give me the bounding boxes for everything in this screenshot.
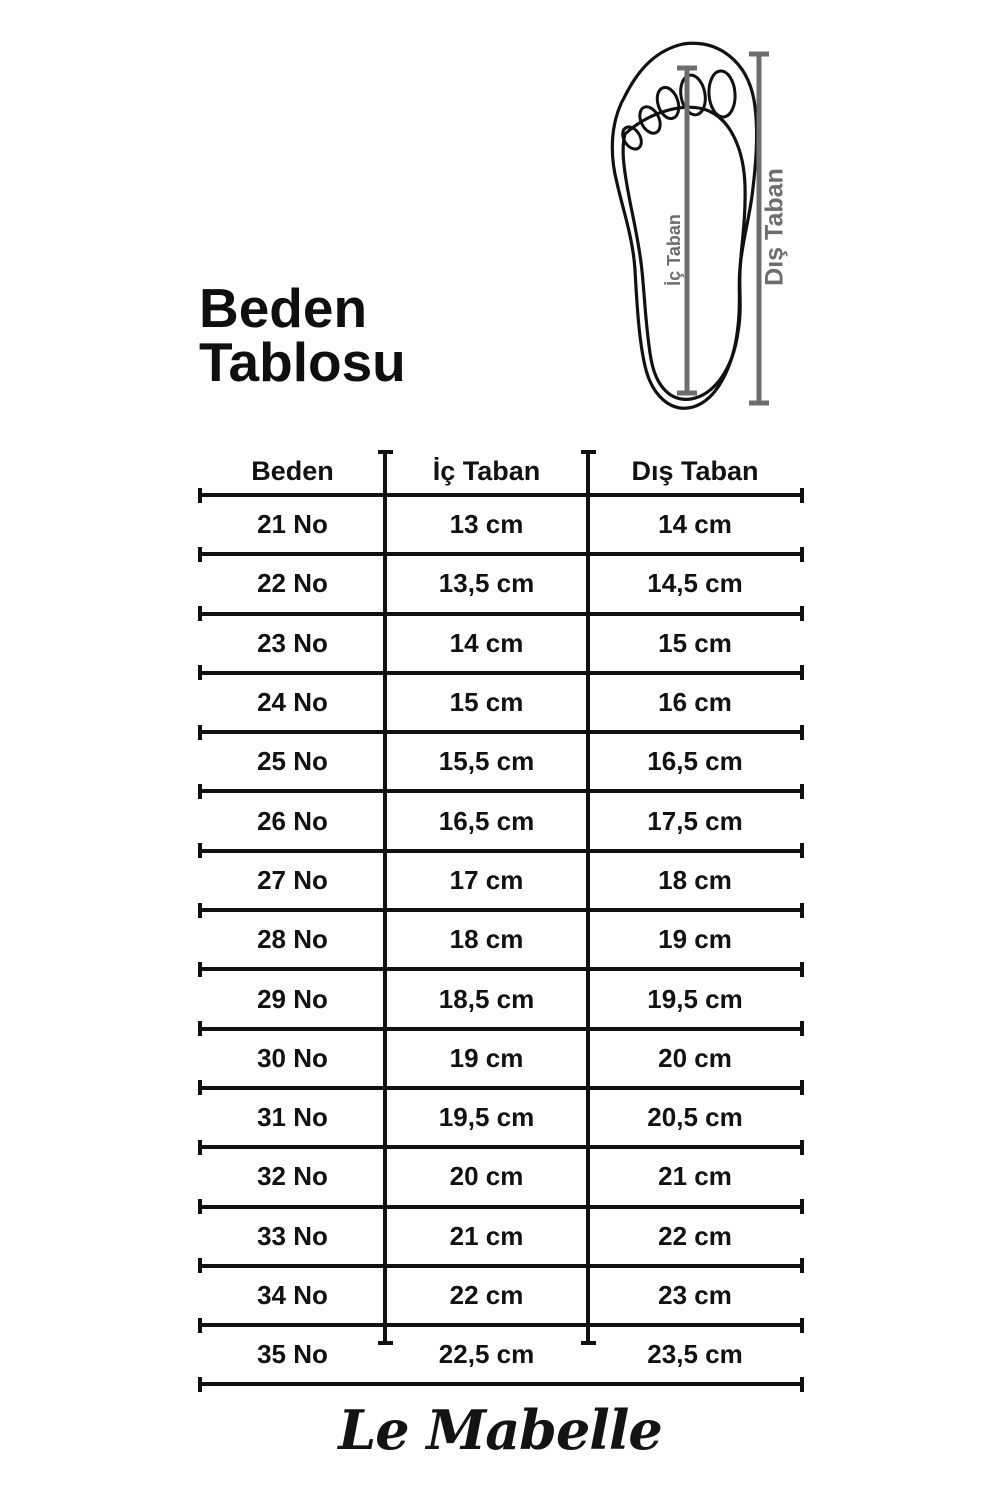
table-body [200, 497, 802, 1386]
table-cell: 28 No [257, 924, 328, 955]
table-cell: 22 cm [449, 1280, 524, 1310]
table-cell: 21 cm [658, 1161, 732, 1192]
table-row [200, 1209, 802, 1268]
table-cell: 34 No [257, 1280, 328, 1310]
page-title [199, 277, 406, 393]
foot-diagram [595, 28, 810, 423]
table-cell: 20,5 cm [647, 1102, 743, 1133]
table-row [200, 1149, 802, 1208]
column-divider-1 [383, 450, 387, 1345]
table-cell: 19 cm [449, 1042, 524, 1073]
header-beden: Beden [251, 456, 334, 486]
table-cell: 27 No [257, 864, 328, 895]
table-row [200, 497, 802, 556]
table-cell: 21 No [257, 509, 328, 540]
table-cell: 29 No [257, 983, 328, 1014]
table-row [200, 675, 802, 734]
table-cell: 26 No [257, 805, 328, 836]
table-cell: 18,5 cm [438, 983, 535, 1014]
table-row [200, 734, 802, 793]
table-cell: 18 cm [658, 864, 732, 895]
table-row [200, 1031, 802, 1090]
table-cell: 13,5 cm [438, 568, 535, 599]
table-row [200, 971, 802, 1030]
table-cell: 22 No [257, 568, 328, 599]
table-cell: 24 No [257, 687, 328, 718]
table-cell: 16,5 cm [438, 805, 535, 836]
table-row [200, 1268, 802, 1327]
table-cell: 21 cm [449, 1220, 524, 1251]
table-cell: 25 No [257, 746, 328, 777]
header-ic-taban: İç Taban [432, 456, 541, 486]
outer-measure-label: Dış Taban [760, 168, 789, 286]
table-cell: 16 cm [658, 687, 732, 718]
table-cell: 19,5 cm [647, 983, 743, 1014]
table-row [200, 1327, 802, 1386]
table-cell: 23,5 cm [647, 1339, 743, 1370]
table-row [200, 793, 802, 852]
table-cell: 35 No [257, 1339, 328, 1370]
table-cell: 31 No [257, 1102, 328, 1133]
table-row [200, 912, 802, 971]
table-row [200, 853, 802, 912]
table-row [200, 556, 802, 615]
table-row [200, 616, 802, 675]
table-cell: 23 cm [658, 1280, 732, 1310]
table-cell: 32 No [257, 1161, 328, 1192]
table-cell: 17,5 cm [647, 805, 743, 836]
page-title-line1: Beden [199, 277, 368, 339]
inner-measure-label: İç Taban [663, 214, 684, 286]
table-cell: 23 No [257, 627, 328, 658]
table-cell: 33 No [257, 1220, 328, 1251]
table-cell: 16,5 cm [647, 746, 743, 777]
table-cell: 20 cm [449, 1161, 524, 1192]
column-divider-2 [586, 450, 590, 1345]
table-cell: 20 cm [658, 1042, 732, 1073]
table-cell: 18 cm [449, 924, 524, 955]
table-cell: 15 cm [449, 687, 524, 718]
table-cell: 19,5 cm [438, 1102, 535, 1133]
table-cell: 22,5 cm [438, 1339, 535, 1370]
page-title-line2: Tablosu [199, 331, 406, 393]
table-cell: 14,5 cm [647, 568, 743, 599]
table-cell: 14 cm [449, 627, 524, 658]
table-cell: 15,5 cm [438, 746, 535, 777]
table-cell: 14 cm [658, 509, 732, 540]
brand-logo: Le Mabelle [338, 1398, 662, 1462]
table-cell: 22 cm [658, 1220, 732, 1251]
table-cell: 19 cm [658, 924, 732, 955]
table-cell: 15 cm [658, 627, 732, 658]
toe-ellipse-2 [678, 73, 709, 117]
table-cell: 17 cm [449, 864, 524, 895]
table-cell: 13 cm [449, 509, 524, 540]
header-dis-taban: Dış Taban [631, 456, 759, 486]
table-header-row [200, 450, 802, 497]
size-table [200, 450, 802, 1386]
table-row [200, 1090, 802, 1149]
table-cell: 30 No [257, 1042, 328, 1073]
